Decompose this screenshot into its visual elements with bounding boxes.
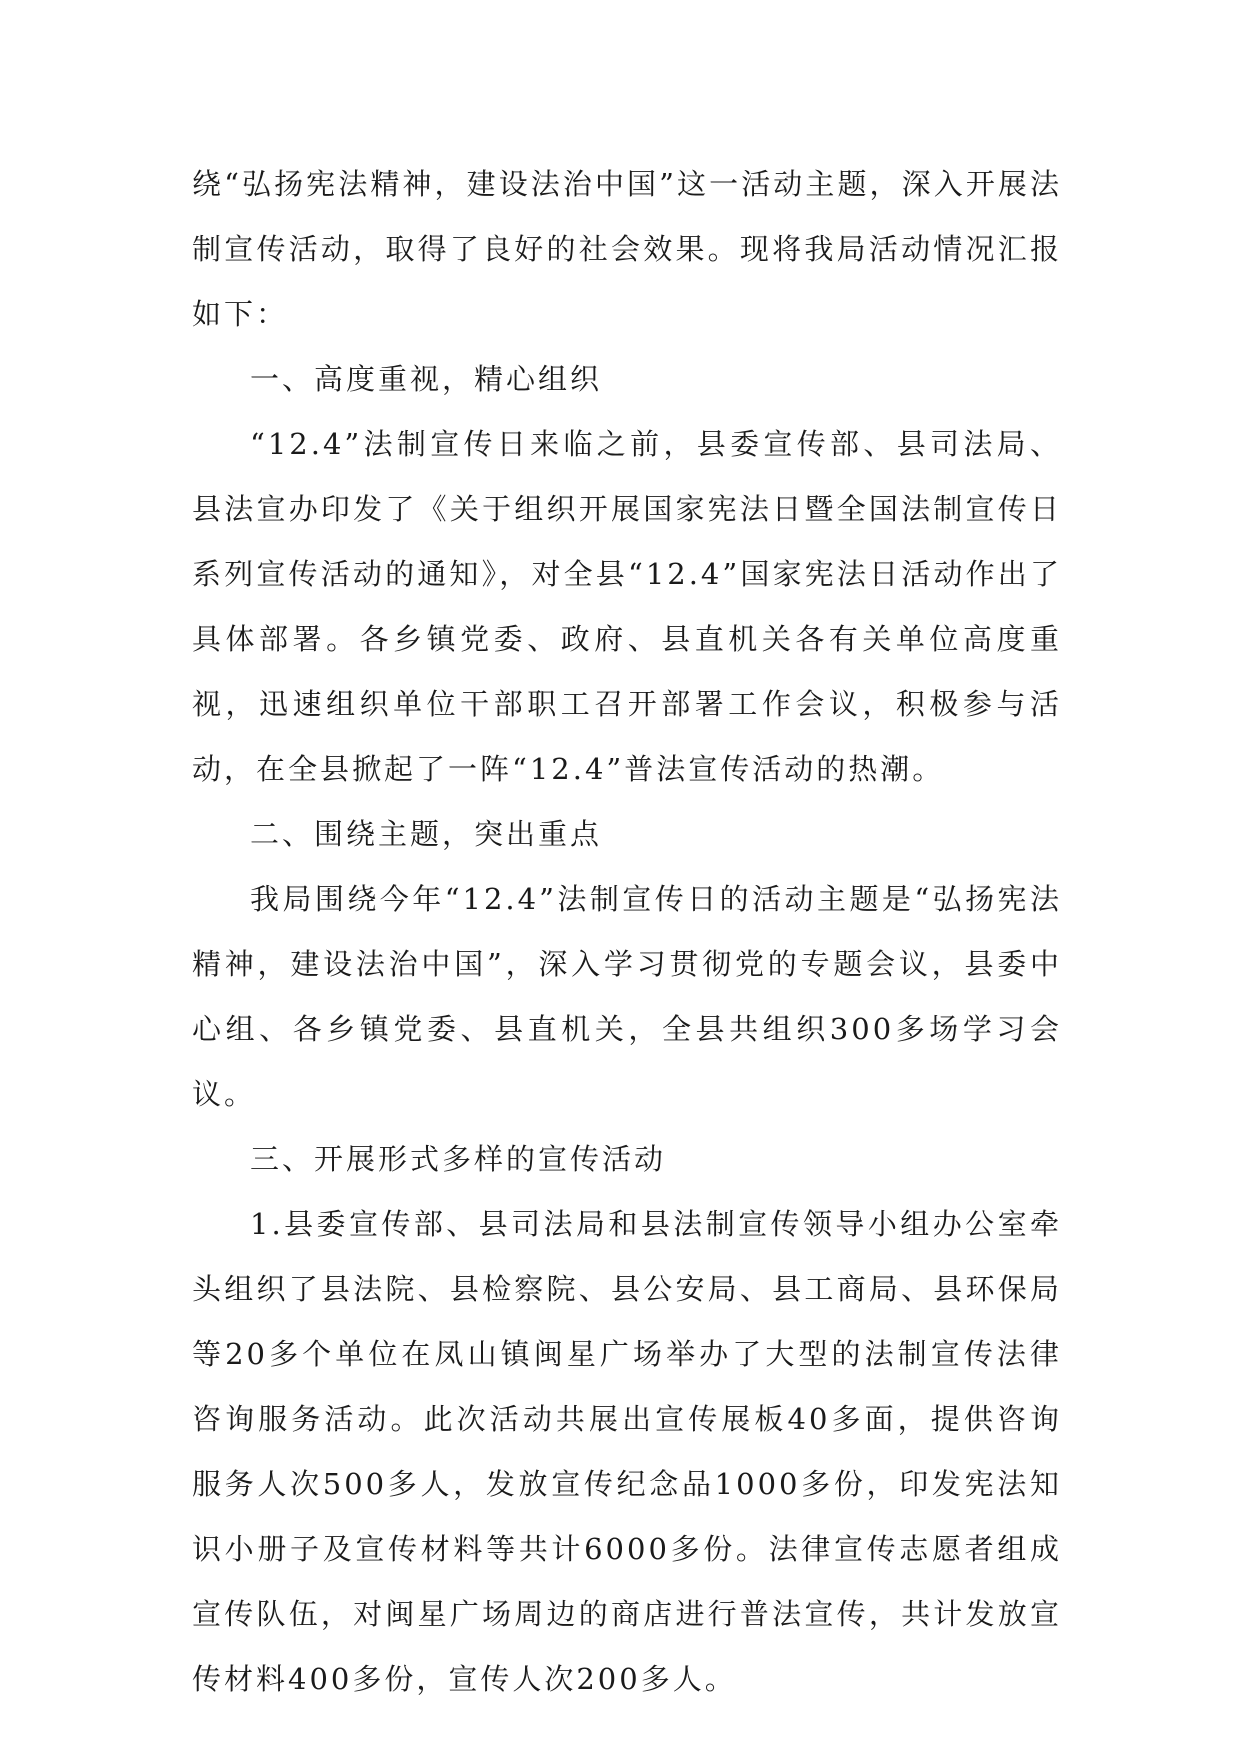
section-2-paragraph: 我局围绕今年“12.4”法制宣传日的活动主题是“弘扬宪法精神，建设法治中国”，深入学习贯彻党的专题会议，县委中心组、各乡镇党委、县直机关，全县共组织300多场学习会议。 — [192, 882, 1062, 1111]
section-1-paragraph: “12.4”法制宣传日来临之前，县委宣传部、县司法局、县法宣办印发了《关于组织开展国家宪法日暨全国法制宣传日系列宣传活动的通知》，对全县“12.4”国家宪法日活动作出了具体部署。各乡镇党委、政府、县直机关各有关单位高度重视，迅速组织单位干部职工召开部署工作会议，积极参与活动，在全县掀起了一阵“12.4”普法宣传活动的热潮。 — [192, 427, 1062, 786]
section-heading-1: 一、高度重视，精心组织 — [250, 362, 603, 396]
section-3-paragraph: 1.县委宣传部、县司法局和县法制宣传领导小组办公室牵头组织了县法院、县检察院、县公安局、县工商局、县环保局等20多个单位在凤山镇闽星广场举办了大型的法制宣传法律咨询服务活动。此次活动共展出宣传展板40多面，提供咨询服务人次500多人，发放宣传纪念品1000多份，印发宪法知识小册子及宣传材料等共计6000多份。法律宣传志愿者组成宣传队伍，对闽星广场周边的商店进行普法宣传，共计发放宣传材料400多份，宣传人次200多人。 — [192, 1207, 1062, 1696]
section-heading-2: 二、围绕主题，突出重点 — [250, 817, 603, 851]
intro-paragraph: 绕“弘扬宪法精神，建设法治中国”这一活动主题，深入开展法制宣传活动，取得了良好的社会效果。现将我局活动情况汇报如下： — [192, 167, 1062, 331]
document-body — [192, 152, 1062, 1712]
section-heading-3: 三、开展形式多样的宣传活动 — [250, 1142, 667, 1176]
